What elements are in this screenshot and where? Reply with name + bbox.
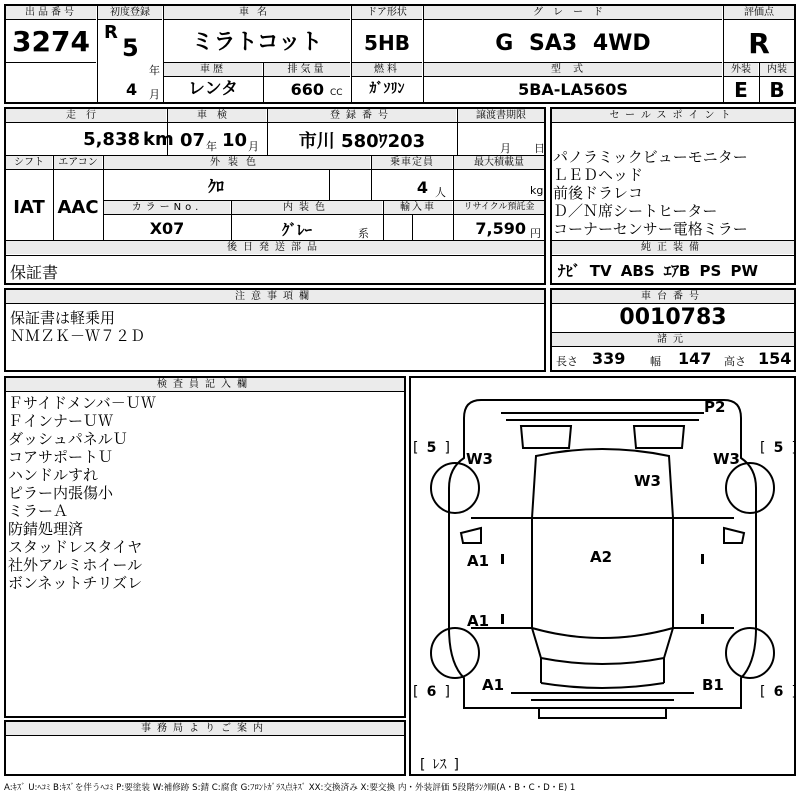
tire-front-right-box: [ 5 ]: [760, 440, 797, 456]
fuel-label: 燃料: [352, 63, 422, 76]
inspector-lines: [8, 394, 156, 592]
transfer-label: 譲渡書期限: [458, 109, 544, 122]
model-label: 型式: [424, 63, 722, 76]
month-unit: 月: [149, 88, 160, 101]
sales-point: パノラミックビューモニター: [553, 148, 748, 166]
inspector-line: ピラー内張傷小: [8, 484, 114, 502]
import-label: 輸入車: [384, 201, 452, 214]
spare: ﾚｽ: [432, 757, 447, 773]
score: R: [748, 27, 770, 60]
note-line: ＮＭＺＫ－Ｗ７２Ｄ: [10, 327, 146, 345]
color-no-label: カラーNo.: [104, 201, 230, 214]
inspector-line: 社外アルミホイール: [8, 556, 143, 574]
height-label: 高さ: [724, 355, 746, 368]
recycle-label: リサイクル預託金: [454, 201, 544, 214]
tire-front-right: 5: [773, 440, 784, 456]
transfer-month-unit: 月: [500, 142, 511, 155]
shift-label: シフト: [6, 156, 52, 169]
inspector-label: 検査員記入欄: [6, 378, 404, 391]
reg-no-label: 登録番号: [268, 109, 456, 122]
max-load-label: 最大積載量: [454, 156, 544, 169]
door-label: ドア形状: [352, 6, 422, 19]
color-no: X07: [149, 219, 185, 238]
displacement: 660: [290, 80, 324, 99]
inspection-month: 10: [222, 130, 248, 151]
int-color: ｸﾞﾚｰ: [281, 221, 312, 239]
first-reg-label: 初度登録: [98, 6, 162, 19]
displacement-label: 排気量: [264, 63, 350, 76]
length: 339: [592, 349, 626, 368]
inspector-line: コアサポートＵ: [8, 448, 114, 466]
lot-no: 3274: [12, 25, 90, 58]
int-color-unit: 系: [358, 227, 369, 240]
fuel: ｶﾞｿﾘﾝ: [369, 81, 405, 97]
tire-rear-right: 6: [773, 684, 784, 700]
inspector-line: スタッドレスタイヤ: [8, 538, 143, 556]
sales-point: ＬＥＤヘッド: [553, 166, 644, 184]
displacement-unit: CC: [330, 88, 343, 98]
era-mark: R: [104, 22, 118, 43]
car-name: ミラトコット: [191, 30, 323, 55]
grade: G SA3 4WD: [495, 31, 651, 56]
mark-w3-center: W3: [634, 472, 661, 490]
sales-points: [553, 148, 793, 238]
mark-b1-bottom-right: B1: [702, 676, 724, 694]
grade-label: グレード: [424, 6, 722, 19]
length-label: 長さ: [556, 355, 578, 368]
lot-no-label: 出品番号: [6, 6, 96, 19]
mileage-unit: km: [143, 129, 174, 150]
office-label: 事務局よりご案内: [6, 722, 404, 735]
chassis-number: 0010783: [619, 305, 727, 330]
shift: IAT: [13, 197, 45, 218]
inspector-line: Ｆサイドメンバ－ＵＷ: [8, 394, 156, 412]
inspector-line: 防錆処理済: [8, 520, 84, 538]
inspection-year: 07: [180, 130, 206, 151]
inspector-line: ミラーＡ: [8, 502, 69, 520]
inspector-line: ＦインナーＵＷ: [8, 412, 114, 430]
exterior: E: [734, 78, 748, 102]
mark-a2-center: A2: [590, 548, 613, 566]
equipment: ﾅﾋﾞ TV ABS ｴｱB PS PW: [558, 262, 759, 280]
sales-point: 前後ドラレコ: [553, 184, 644, 202]
width: 147: [678, 349, 712, 368]
tire-rear-left: 6: [426, 684, 437, 700]
mileage-label: 走行: [6, 109, 166, 122]
car-diagram: [411, 378, 794, 774]
mark-w3-left: W3: [466, 450, 493, 468]
tire-front-left: 5: [426, 440, 437, 456]
notes-lines: [10, 309, 145, 345]
equipment-label: 純正装備: [552, 241, 794, 254]
later-parts: 保証書: [10, 263, 59, 282]
interior-label: 内装: [760, 63, 794, 76]
recycle-unit: 円: [530, 227, 541, 240]
sales-point: コーナーセンサー電格ミラー: [553, 220, 748, 238]
door: 5HB: [364, 31, 410, 55]
inspector-line: ボンネットチリズレ: [8, 574, 143, 592]
recycle: 7,590: [475, 219, 526, 238]
inspection-label: 車検: [168, 109, 266, 122]
interior: B: [769, 78, 785, 102]
first-reg-month: 4: [126, 80, 138, 99]
chassis-label: 車台番号: [552, 290, 794, 303]
tire-rear-left-box: [ 6 ]: [413, 684, 450, 700]
score-label: 評価点: [724, 6, 794, 19]
tire-rear-right-box: [ 6 ]: [760, 684, 797, 700]
width-label: 幅: [650, 355, 661, 368]
inspector-line: ダッシュパネルＵ: [8, 430, 128, 448]
mark-a1-bottom-left: A1: [482, 676, 505, 694]
tire-front-left-box: [ 5 ]: [413, 440, 450, 456]
specs-label: 諸元: [552, 333, 794, 346]
ac: AAC: [57, 197, 99, 218]
history-label: 車歴: [164, 63, 262, 76]
capacity: 4: [416, 178, 428, 197]
legend: A:ｷｽﾞ U:ﾍｺﾐ B:ｷｽﾞを伴うﾍｺﾐ P:要塗装 W:補修跡 S:錆 C:腐食 G:ﾌﾛﾝﾄｶﾞﾗｽ点ｷｽﾞ XX:交換済み X:要交換 内・外装評価 5段階ﾗﾝｸ順(A・B・C・D・E) 1: [4, 783, 576, 793]
mark-p2: P2: [704, 398, 726, 416]
inspector-line: ハンドルすれ: [8, 466, 99, 484]
height: 154: [758, 349, 792, 368]
reg-no: 市川 580ﾜ203: [298, 131, 426, 152]
model: 5BA-LA560S: [518, 80, 628, 99]
max-load-unit: kg: [530, 184, 544, 197]
capacity-label: 乗車定員: [372, 156, 452, 169]
mileage: 5,838: [83, 129, 140, 150]
ac-label: エアコン: [54, 156, 102, 169]
mark-a1-left-rear: A1: [467, 612, 490, 630]
mark-w3-right: W3: [713, 450, 740, 468]
year-unit: 年: [149, 64, 160, 77]
ext-color-label: 外装色: [104, 156, 370, 169]
ext-color: ｸﾛ: [207, 177, 224, 196]
note-line: 保証書は軽乗用: [10, 309, 116, 327]
later-parts-label: 後日発送部品: [6, 241, 544, 254]
notes-label: 注意事項欄: [6, 290, 544, 303]
mark-a1-left-front: A1: [467, 552, 490, 570]
capacity-unit: 人: [435, 186, 446, 199]
exterior-label: 外装: [724, 63, 758, 76]
inspection-month-unit: 月: [248, 140, 259, 153]
transfer-day-unit: 日: [534, 142, 545, 155]
car-name-label: 車名: [164, 6, 350, 19]
spare-box: [ ﾚｽ ]: [420, 754, 459, 774]
sales-point: Ｄ／Ｎ席シートヒーター: [553, 202, 718, 220]
history: レンタ: [188, 79, 238, 99]
first-reg-year: 5: [122, 34, 139, 62]
int-color-label: 内装色: [232, 201, 382, 214]
inspection-year-unit: 年: [206, 140, 217, 153]
sales-label: セールスポイント: [552, 109, 794, 122]
